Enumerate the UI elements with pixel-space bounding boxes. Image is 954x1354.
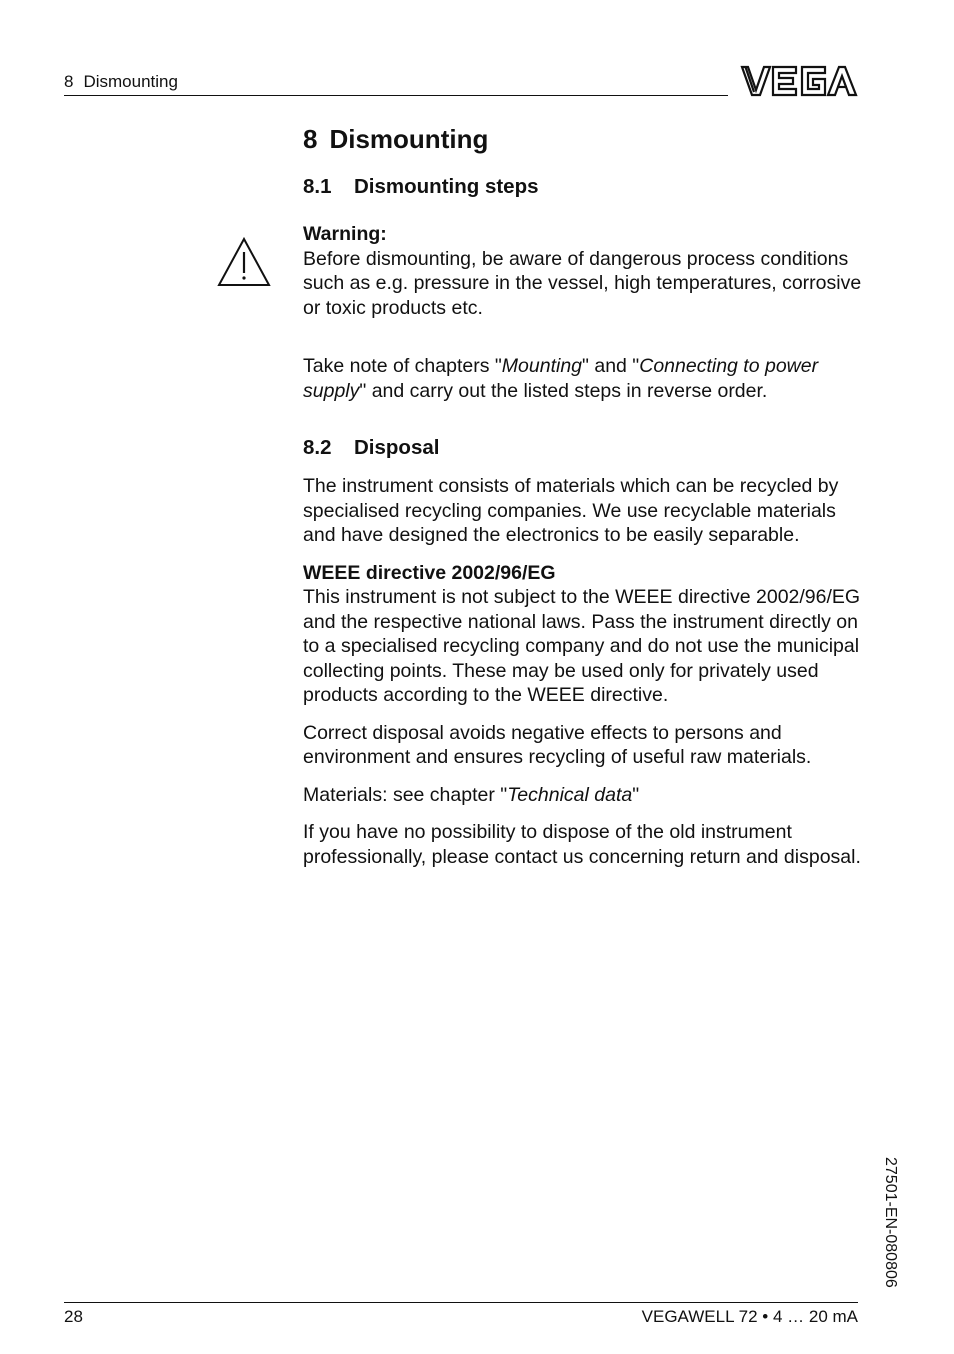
- weee-paragraph: This instrument is not subject to the WEEE directive 2002/96/EG and the respective national laws. Pass the instrument directly on to a specialised recycling company and do not use the municipal collecting points. These may be used only for privately used products according to the WEEE directive.: [303, 586, 861, 706]
- header-chapter-number: 8: [64, 72, 74, 91]
- section-title: Dismounting steps: [354, 175, 539, 198]
- section-number: 8.2: [303, 436, 332, 459]
- warning-label: Warning:: [303, 223, 387, 245]
- main-content: [303, 120, 863, 869]
- chapter-title: Dismounting: [329, 124, 489, 154]
- section-heading-8-1: [303, 173, 863, 201]
- header-chapter-title: Dismounting: [83, 72, 178, 91]
- warning-triangle-icon: [217, 236, 271, 288]
- running-header: [64, 72, 178, 92]
- header-divider: [64, 95, 728, 96]
- product-name: VEGAWELL 72 • 4 … 20 mA: [641, 1307, 858, 1326]
- section-heading-8-2: [303, 434, 863, 462]
- vega-logo: [740, 64, 858, 98]
- chapter-heading: [303, 120, 863, 158]
- footer-divider: [64, 1302, 858, 1303]
- section-number: 8.1: [303, 175, 332, 198]
- section-title: Disposal: [354, 436, 440, 459]
- materials-paragraph: Materials: see chapter "Technical data": [303, 783, 640, 806]
- page-number: 28: [64, 1307, 83, 1326]
- return-paragraph: If you have no possibility to dispose of the old instrument professionally, please contact us concerning return and disposal.: [303, 821, 861, 868]
- chapter-reference-mounting: Mounting: [501, 355, 583, 377]
- chapter-reference-technical-data: Technical data: [507, 783, 633, 806]
- weee-heading: WEEE directive 2002/96/EG: [303, 561, 556, 584]
- chapter-number: 8: [303, 124, 318, 154]
- warning-text: Before dismounting, be aware of dangerous process conditions such as e.g. pressure in the vessel, high temperatures, corrosive or toxic products etc.: [303, 247, 862, 319]
- reverse-order-note: Take note of chapters "Mounting" and "Connecting to power supply" and carry out the listed steps in reverse order.: [303, 355, 819, 402]
- document-code: 27501-EN-080806: [882, 1157, 899, 1288]
- chapter-reference-connecting: Connecting to power supply: [303, 355, 819, 402]
- correct-disposal-paragraph: Correct disposal avoids negative effects to persons and environment and ensures recycling of useful raw materials.: [303, 721, 812, 768]
- disposal-paragraph: The instrument consists of materials which can be recycled by specialised recycling companies. We use recyclable materials and have designed the electronics to be easily separable.: [303, 475, 839, 546]
